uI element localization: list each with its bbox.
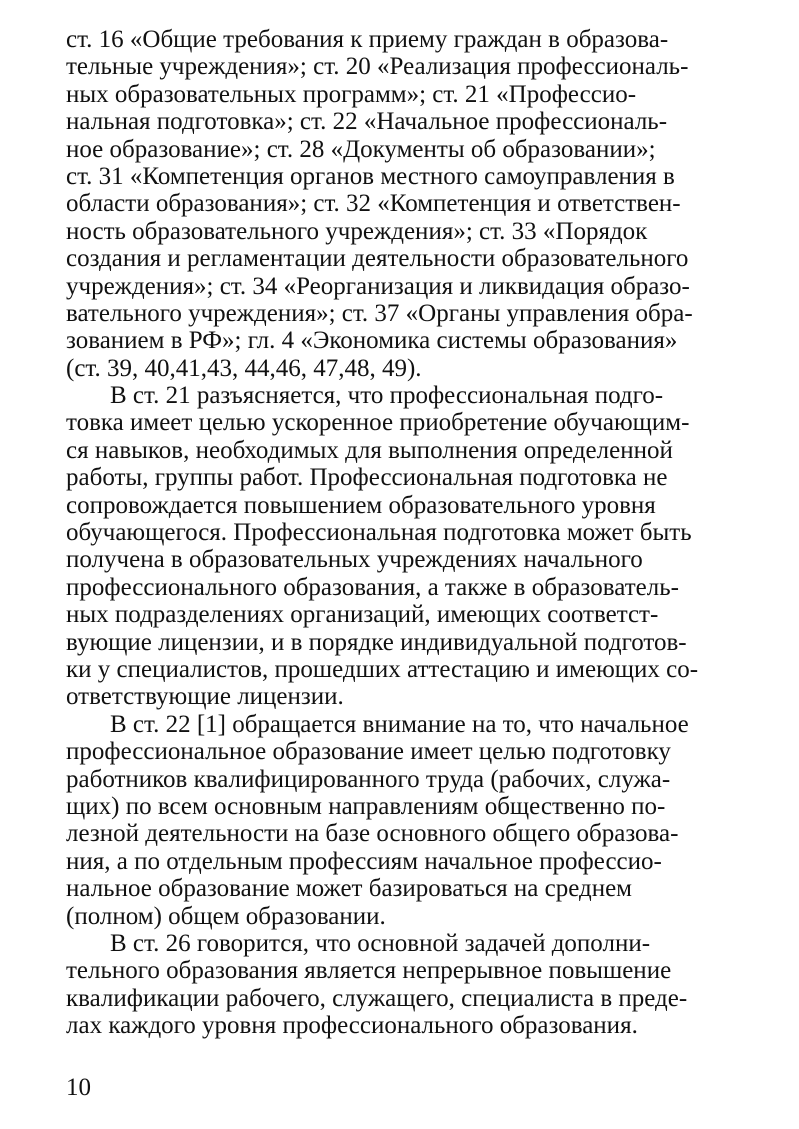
text-line: вательного учреждения»; ст. 37 «Органы управления обра- [66,299,693,327]
paragraph-first-line: В ст. 26 говорится, что основной задачей дополни- [110,929,651,957]
text-line: создания и регламентации деятельности образовательного [66,245,689,273]
text-line: работы, группы работ. Профессиональная подготовка не [66,464,668,492]
text-line: ст. 16 «Общие требования к приему граждан в образова- [66,26,669,53]
text-line: ния, а по отдельным профессиям начальное профессио- [66,847,662,875]
text-line: тельного образования является непрерывное повышение [66,957,672,985]
text-line: учреждения»; ст. 34 «Реорганизация и ликвидация образо- [66,272,690,300]
text-line: зованием в РФ»; гл. 4 «Экономика системы образования» [66,327,678,355]
text-line: нальная подготовка»; ст. 22 «Начальное профессиональ- [66,108,668,136]
text-line: области образования»; ст. 32 «Компетенция и ответствен- [66,190,681,218]
paragraph-first-line: В ст. 22 [1] обращается внимание на то, что начальное [110,710,689,738]
text-line: лезной деятельности на базе основного общего образова- [66,820,679,848]
text-line: вующие лицензии, и в порядке индивидуальной подготов- [66,628,687,656]
text-line: ст. 31 «Компетенция органов местного самоуправления в [66,162,675,190]
body-text [66,26,736,1039]
paragraph-first-line: В ст. 21 разъясняется, что профессиональная подго- [110,382,664,410]
text-line: щих) по всем основным направлениям общественно по- [66,792,666,820]
text-line: профессиональное образование имеет целью подготовку [66,738,671,766]
text-line: ных подразделениях организаций, имеющих соответст- [66,601,659,629]
text-line: (ст. 39, 40,41,43, 44,46, 47,48, 49). [66,354,422,382]
text-line: товка имеет целью ускоренное приобретение обучающим- [66,409,690,437]
text-line: ответствующие лицензии. [66,683,344,711]
text-line: нальное образование может базироваться на среднем [66,875,633,903]
text-line: сопровождается повышением образовательного уровня [66,491,656,519]
text-line: тельные учреждения»; ст. 20 «Реализация профессиональ- [66,53,689,81]
text-line: ных образовательных программ»; ст. 21 «Профессио- [66,80,637,108]
text-line: (полном) общем образовании. [66,902,386,930]
text-line: работников квалифицированного труда (рабочих, служа- [66,765,671,793]
text-line: получена в образовательных учреждениях начального [66,546,643,574]
text-line: ки у специалистов, прошедших аттестацию и имеющих со- [66,655,699,683]
text-line: квалификации рабочего, служащего, специалиста в преде- [66,984,688,1012]
text-line: профессионального образования, а также в образователь- [66,573,679,601]
text-line: ность образовательного учреждения»; ст. 33 «Порядок [66,217,648,245]
text-line: лах каждого уровня профессионального образования. [66,1012,638,1040]
page-number: 10 [66,1074,91,1101]
text-line: ся навыков, необходимых для выполнения определенной [66,436,673,464]
text-line: ное образование»; ст. 28 «Документы об образовании»; [66,135,656,163]
text-line: обучающегося. Профессиональная подготовка может быть [66,519,692,547]
